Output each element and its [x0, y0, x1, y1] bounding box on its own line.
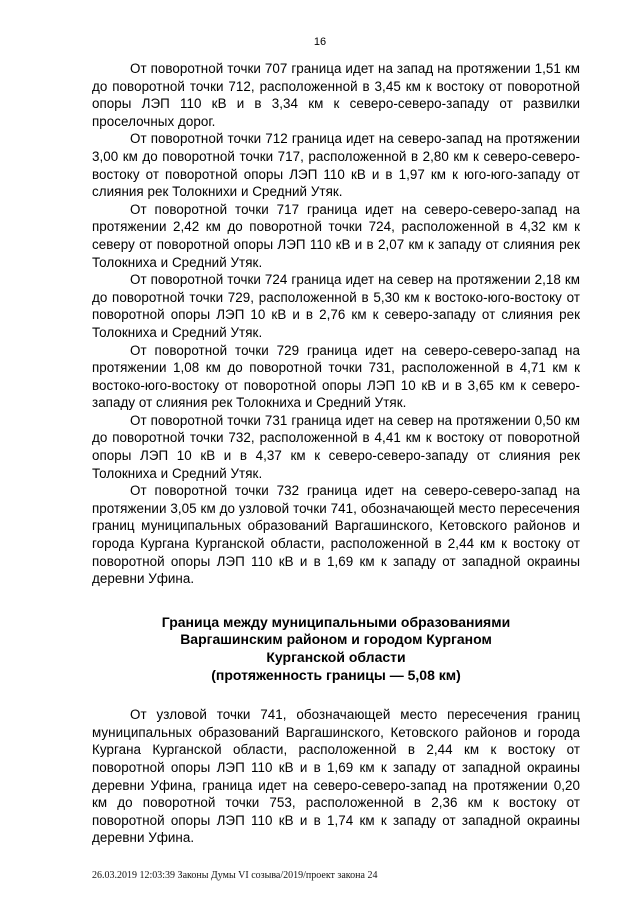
- section-title-line: Граница между муниципальными образованиями: [161, 613, 511, 630]
- section-title-line: Варгашинским районом и городом Курганом: [180, 631, 492, 648]
- paragraph: От поворотной точки 729 граница идет на северо-северо-запад на протяжении 1,08 км до поворотной точки 731, расположенной в 4,71 км к востоко-юго-востоку от поворотной опоры ЛЭП 10 кВ и в 3,65 км к северо-западу от слияния рек Толокниха и Средний Утяк.: [92, 342, 580, 411]
- document-body: [92, 60, 580, 847]
- paragraph: От поворотной точки 717 граница идет на северо-северо-запад на протяжении 2,42 км до поворотной точки 724, расположенной в 4,32 км к северу от поворотной опоры ЛЭП 110 кВ и в 2,07 км к западу от слияния рек Толокниха и Средний Утяк.: [92, 201, 580, 270]
- paragraph: От поворотной точки 712 граница идет на северо-запад на протяжении 3,00 км до поворотной точки 717, расположенной в 2,80 км к северо-северо-востоку от поворотной опоры ЛЭП 110 кВ и в 1,97 км к юго-юго-западу от слияния рек Толокнихи и Средний Утяк.: [92, 131, 580, 200]
- paragraph: От узловой точки 741, обозначающей место пересечения границ муниципальных образований Варгашинского, Кетовского районов и города Кургана Курганской области, расположенной в 2,44 км к востоку от поворотной опоры ЛЭП 110 кВ и в 1,69 км к западу от западной окраины деревни Уфина, граница идет на северо-северо-запад на протяжении 0,20 км до поворотной точки 753, расположенной в 2,36 км к востоку от поворотной опоры ЛЭП 110 кВ и в 1,74 км к западу от западной окраины деревни Уфина.: [92, 707, 580, 846]
- page-number: 16: [313, 36, 327, 48]
- section-title-line: Курганской области: [266, 649, 406, 665]
- paragraph: От поворотной точки 724 граница идет на север на протяжении 2,18 км до поворотной точки 729, расположенной в 5,30 км к востоко-юго-востоку от поворотной опоры ЛЭП 10 кВ и в 2,76 км к северо-западу от слияния рек Толокниха и Средний Утяк.: [92, 272, 580, 340]
- paragraph: От поворотной точки 707 граница идет на запад на протяжении 1,51 км до поворотной точки 712, расположенной в 3,45 км к востоку от поворотной опоры ЛЭП 110 кВ и в 3,34 км к северо-северо-западу от развилки проселочных дорог.: [92, 61, 580, 129]
- paragraph: От поворотной точки 732 граница идет на северо-северо-запад на протяжении 3,05 км до узловой точки 741, обозначающей место пересечения границ муниципальных образований Варгашинского, Кетовского районов и города Кургана Курганской области, расположенной в 2,44 км к востоку от поворотной опоры ЛЭП 110 кВ и в 1,69 км к западу от западной окраины деревни Уфина.: [92, 483, 580, 587]
- paragraph: От поворотной точки 731 граница идет на север на протяжении 0,50 км до поворотной точки 732, расположенной в 4,41 км к востоку от поворотной опоры ЛЭП 10 кВ и в 4,37 км к северо-северо-западу от слияния рек Толокниха и Средний Утяк.: [92, 412, 580, 481]
- section-title-subtitle: (протяженность границы — 5,08 км): [211, 666, 461, 683]
- section-title: [92, 614, 580, 684]
- footer-stamp: 26.03.2019 12:03:39 Законы Думы VI созыва/2019/проект закона 24: [92, 870, 378, 881]
